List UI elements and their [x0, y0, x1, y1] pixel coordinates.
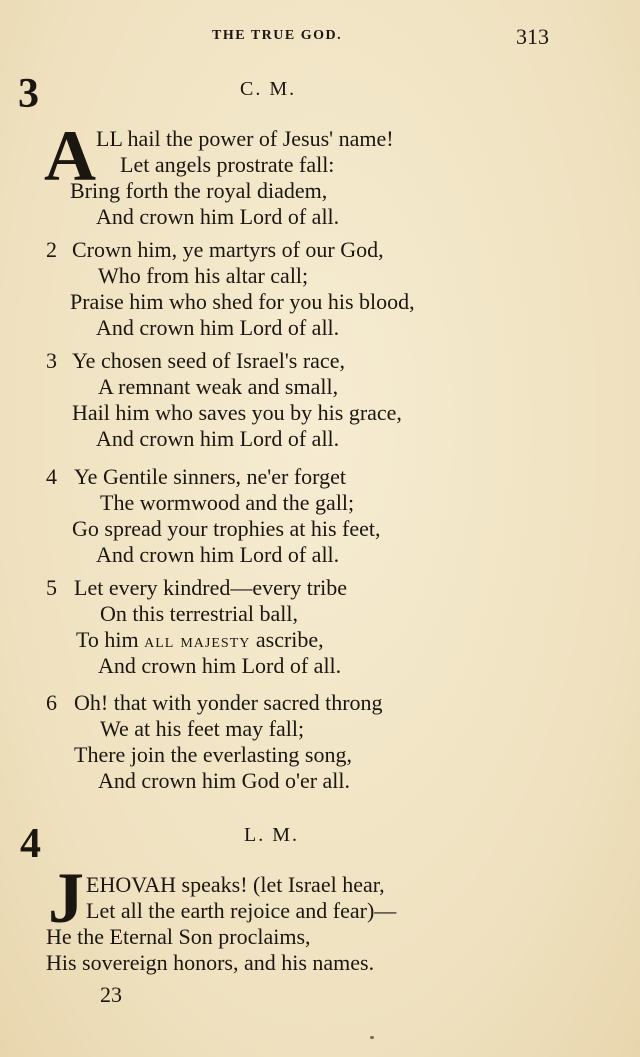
stanza-6-line-3: There join the everlasting song, — [74, 742, 352, 767]
paper-speck — [370, 1036, 374, 1039]
signature-mark: 23 — [100, 982, 122, 1007]
stanza-2-line-1: Crown him, ye martyrs of our God, — [72, 237, 384, 262]
stanza-5-line-4: And crown him Lord of all. — [98, 653, 342, 678]
stanza-4-line-4: And crown him Lord of all. — [96, 542, 340, 567]
hymn-4-line-4: His sovereign honors, and his names. — [46, 950, 375, 975]
hymn-4-drop-cap: J — [48, 858, 84, 938]
stanza-6-line-1: Oh! that with yonder sacred throng — [74, 690, 383, 715]
hymn-3-meter: C. M. — [240, 78, 297, 100]
stanza-4-line-2: The wormwood and the gall; — [100, 490, 355, 515]
stanza-4-line-1: Ye Gentile sinners, ne'er forget — [74, 464, 346, 489]
running-title: THE TRUE GOD. — [212, 28, 343, 43]
stanza-3-line-4: And crown him Lord of all. — [96, 426, 340, 451]
stanza-number-6: 6 — [46, 690, 57, 715]
hymn-number-3: 3 — [18, 71, 39, 117]
stanza-2-line-4: And crown him Lord of all. — [96, 315, 340, 340]
stanza-5-line-2: On this terrestrial ball, — [100, 601, 298, 626]
hymn-4-meter: L. M. — [244, 824, 299, 846]
stanza-5-line-3 — [76, 627, 324, 653]
stanza-3-line-2: A remnant weak and small, — [98, 374, 339, 399]
all-majesty-emphasis: all majesty — [144, 630, 251, 652]
stanza-5-line-3-end: ascribe, — [255, 627, 324, 652]
stanza-number-5: 5 — [46, 575, 57, 600]
stanza-3-line-1: Ye chosen seed of Israel's race, — [72, 348, 345, 373]
stanza-2-line-2: Who from his altar call; — [98, 263, 309, 288]
stanza-6-line-4: And crown him God o'er all. — [98, 768, 351, 793]
stanza-5-line-1: Let every kindred—every tribe — [74, 575, 348, 600]
hymn-4-line-3: He the Eternal Son proclaims, — [46, 924, 311, 949]
stanza-number-3: 3 — [46, 348, 57, 373]
hymn-3-line-3: Bring forth the royal diadem, — [70, 178, 328, 203]
stanza-4-line-3: Go spread your trophies at his feet, — [72, 516, 381, 541]
hymn-3-line-1: LL hail the power of Jesus' name! — [96, 126, 394, 151]
stanza-number-2: 2 — [46, 237, 57, 262]
page-number: 313 — [516, 24, 549, 49]
stanza-6-line-2: We at his feet may fall; — [100, 716, 305, 741]
hymn-4-line-1: EHOVAH speaks! (let Israel hear, — [86, 872, 385, 897]
stanza-number-4: 4 — [46, 464, 57, 489]
hymn-4-line-2: Let all the earth rejoice and fear)— — [86, 898, 397, 923]
stanza-2-line-3: Praise him who shed for you his blood, — [70, 289, 415, 314]
hymn-3-drop-cap: A — [44, 116, 96, 196]
hymn-number-4: 4 — [20, 821, 41, 867]
hymn-3-line-2: Let angels prostrate fall: — [120, 152, 335, 177]
stanza-5-line-3-start: To him — [76, 627, 139, 652]
stanza-3-line-3: Hail him who saves you by his grace, — [72, 400, 402, 425]
hymn-3-line-4: And crown him Lord of all. — [96, 204, 340, 229]
